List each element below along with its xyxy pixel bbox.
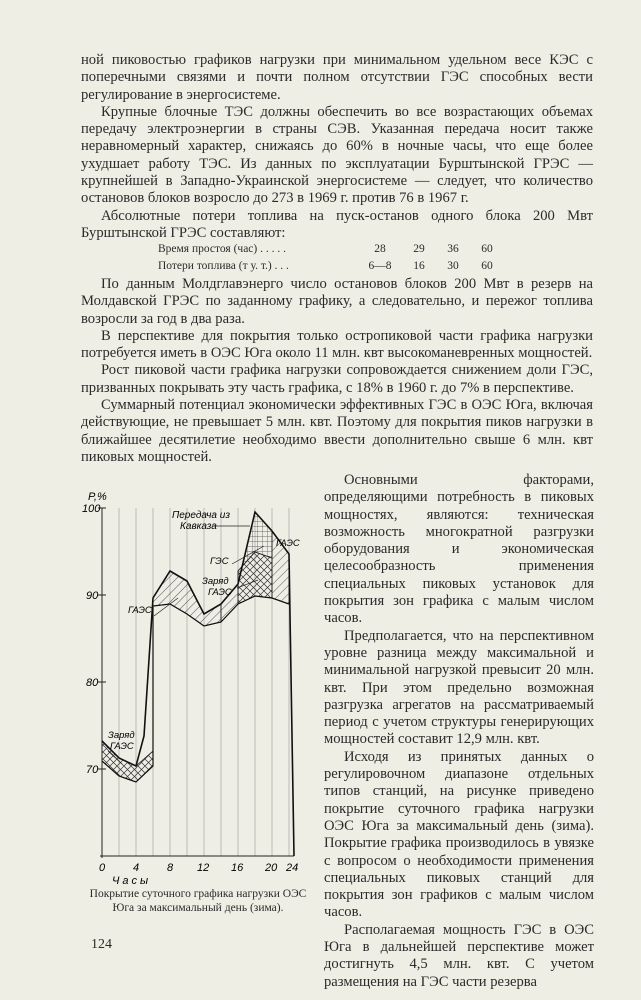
paragraph: По данным Молдглавэнерго число остановов блоков 200 Мвт в резерв на Молдавской ГРЭС по заданному графику, а следовательно, и пережог топлива возросли за год в два раза. [81,276,593,327]
x-tick-label: 8 [167,862,174,874]
label-gaes-right: ГАЭС [276,538,300,549]
table-cell: 60 [481,243,493,255]
x-tick-label: 24 [286,862,299,874]
table-row [158,258,504,275]
label-night-charge-line2: ГАЭС [110,741,134,752]
figure-caption: Покрытие суточного графика нагрузки ОЭС Юга за максимальный день (зима). [89,888,307,914]
table-cell: 30 [447,259,459,272]
paragraph: Абсолютные потери топлива на пуск-останов одного блока 200 Мвт Бурштынской ГРЭС составляют: [81,207,593,241]
paragraph: В перспективе для покрытия только остропиковой части графика нагрузки потребуется иметь в ОЭС Юга около 11 млн. квт высокоманевренных мощностей. [81,327,593,362]
y-tick-label: 90 [86,590,99,602]
paragraph: Исходя из принятых данных о регулировочном диапазоне отдельных типов станций, на рисунке приведено покрытие суточного графика нагрузки ОЭС Юга за максимальный день (зима). Покрытие графика производилось в увязке с вопросом о необходимости применения специальных пиковых станций для покрытия зон графиков с малым числом часов. [324,748,594,921]
right-text-column [324,472,594,991]
label-ges-top: ГЭС [210,556,229,567]
x-axis-label: Часы [112,875,152,886]
x-tick-label: 16 [231,862,244,874]
load-chart-figure [82,486,312,886]
paragraph: Крупные блочные ТЭС должны обеспечить во все возрастающих объемах передачу электроэнергии в страны СЭВ. Указанная передача носит также неравномерный характер, снижаясь до 60% в ночные часы, что еще более ухудшает работу ТЭС. Из данных по эксплуатации Бурштынской ГРЭС — крупнейшей в Западно-Украинской энергосистеме — следует, что количество остановов блоков возросло до 273 в 1969 г. против 76 в 1967 г. [81,103,593,207]
table-cell: 36 [447,243,459,255]
paragraph: Рост пиковой части графика нагрузки сопровождается снижением доли ГЭС, призванных покрывать эту часть графика, с 18% в 1960 г. до 7% в перспективе. [81,362,593,396]
label-transfer-line2: Кавказа [180,521,217,532]
page-number: 124 [91,937,112,952]
label-charge-gaes-line2: ГАЭС [208,587,232,598]
paragraph: Суммарный потенциал экономически эффективных ГЭС в ОЭС Юга, включая действующие, не превышает 5 млн. квт. Поэтому для покрытия пиков нагрузки в ближайшее десятилетие необходимо ввести дополнительно свыше 6 млн. квт пиковых мощностей. [81,397,593,465]
label-charge-gaes-line1: Заряд [202,576,229,587]
table-row-label: Время простоя (час) . . . . . [158,243,286,255]
table-cell: 60 [481,259,493,272]
table-cell: 29 [413,243,425,255]
fuel-loss-table [158,241,504,274]
y-tick-label: 70 [86,764,99,776]
x-tick-label: 12 [197,862,210,874]
y-tick-label: 100 [82,503,101,515]
y-axis-label: P,% [88,491,107,503]
load-chart [82,486,312,886]
table-row [158,241,504,258]
table-row-label: Потери топлива (т у. т.) . . . [158,259,289,272]
top-text-block [81,52,593,242]
y-tick-label: 80 [86,677,99,689]
table-cell: 16 [413,259,425,272]
paragraph: Основными факторами, определяющими потребность в пиковых мощностях, являются: техническая возможность многократной разгрузки оборудования и экономическая целесообразность применения специальных пиковых установок для покрытия зон графика с малым числом часов. [324,472,594,627]
paragraph: Предполагается, что на перспективном уровне разница между максимальной и минимальной нагрузкой превысит 20 млн. квт. При этом предельно возможная разгрузка агрегатов на рассматриваемый период с учетом структуры генерирующих мощностей составит 12,9 млн. квт. [324,627,594,748]
paragraph: Располагаемая мощность ГЭС в ОЭС Юга в дальнейшей перспективе может достигнуть 4,5 млн. квт. С учетом размещения на ГЭС части резерва [324,921,594,990]
x-tick-label: 0 [99,862,106,874]
x-tick-label: 20 [265,862,278,874]
label-gaes-left: ГАЭС [128,605,152,616]
table-cell: 6—8 [368,259,392,272]
mid-text-block [81,276,593,466]
label-night-charge-line1: Заряд [108,730,135,741]
base-curve [102,596,289,782]
x-tick-label: 4 [133,862,140,874]
label-transfer-line1: Передача из [172,510,230,521]
paragraph: ной пиковостью графиков нагрузки при минимальном удельном весе КЭС с поперечными связями и почти полном отсутствии ГЭС способных вести регулирование в энергосистеме. [81,52,593,103]
table-cell: 28 [374,243,386,255]
